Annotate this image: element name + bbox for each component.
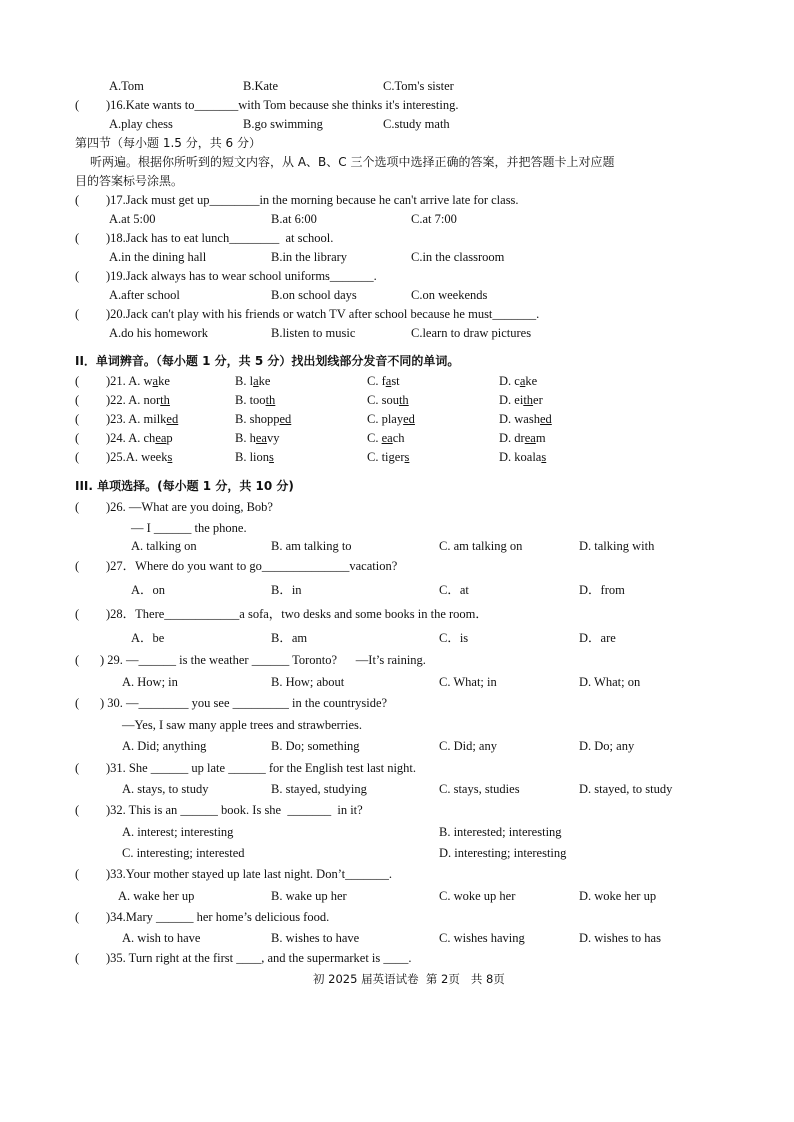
underlined-part: ea <box>155 431 167 445</box>
underlined-part: ea <box>524 431 536 445</box>
answer-paren: ( <box>75 910 80 924</box>
q19-option-b: B.on school days <box>271 288 357 302</box>
q27-text: )27．Where do you want to go______________vacation? <box>106 559 398 573</box>
q28-text: )28．There____________a sofa，two desks and some books in the room． <box>106 607 488 621</box>
part4-title: 第四节（每小题 1.5 分，共 6 分） <box>75 136 261 150</box>
q21-d: D. cake <box>499 374 538 388</box>
underlined-part: ed <box>539 412 552 426</box>
q16-option-c: C.study math <box>383 117 450 131</box>
underlined-part: a <box>253 374 259 388</box>
q29-text: ) 29. —______ is the weather ______ Toronto? —It’s raining. <box>100 653 426 667</box>
q18-option-c: C.in the classroom <box>411 250 505 264</box>
q26-option-b: B. am talking to <box>271 539 352 553</box>
q29-option-d: D. What; on <box>579 675 641 689</box>
q34-option-b: B. wishes to have <box>271 931 360 945</box>
answer-paren: ( <box>75 393 80 407</box>
q28-option-b: B．am <box>271 631 308 645</box>
q30-line2: —Yes, I saw many apple trees and strawberries. <box>122 718 362 732</box>
q27-option-d: D．from <box>579 583 625 597</box>
q16-text: )16.Kate wants to_______with Tom because she thinks it's interesting. <box>106 98 459 112</box>
underlined-part: th <box>265 393 276 407</box>
q32-option-c: C. interesting; interested <box>122 846 245 860</box>
q31-option-b: B. stayed, studying <box>271 782 367 796</box>
underlined-part: a <box>385 374 392 388</box>
underlined-part: s <box>269 450 274 464</box>
q33-text: )33.Your mother stayed up late last night. Don’t_______. <box>106 867 392 881</box>
q15-option-b: B.Kate <box>243 79 279 93</box>
underlined-part: s <box>541 450 547 464</box>
q18-option-a: A.in the dining hall <box>109 250 207 264</box>
q17-text: )17.Jack must get up________in the morning because he can't arrive late for class. <box>106 193 519 207</box>
q32-option-a: A. interest; interesting <box>122 825 234 839</box>
q32-option-d: D. interesting; interesting <box>439 846 567 860</box>
q29-option-b: B. How; about <box>271 675 345 689</box>
q34-option-d: D. wishes to has <box>579 931 661 945</box>
q20-option-a: A.do his homework <box>109 326 208 340</box>
answer-paren: ( <box>75 193 80 207</box>
q22-c: C. south <box>367 393 409 407</box>
q21-a: )21. A. wake <box>106 374 170 388</box>
q30-option-c: C. Did; any <box>439 739 497 753</box>
answer-paren: ( <box>75 269 80 283</box>
q33-option-a: A. wake her up <box>118 889 195 903</box>
q22-b: B. tooth <box>235 393 276 407</box>
q27-option-b: B．in <box>271 583 302 597</box>
q17-option-a: A.at 5:00 <box>109 212 156 226</box>
q16-option-b: B.go swimming <box>243 117 323 131</box>
q33-option-d: D. woke her up <box>579 889 657 903</box>
answer-paren: ( <box>75 761 80 775</box>
q18-option-b: B.in the library <box>271 250 348 264</box>
q19-option-a: A.after school <box>109 288 180 302</box>
q34-option-a: A. wish to have <box>122 931 201 945</box>
q29-option-c: C. What; in <box>439 675 497 689</box>
q24-b: B. heavy <box>235 431 280 445</box>
q23-b: B. shopped <box>235 412 292 426</box>
q24-d: D. dream <box>499 431 546 445</box>
answer-paren: ( <box>75 951 80 965</box>
q26-text: )26. —What are you doing, Bob? <box>106 500 273 514</box>
q15-option-c: C.Tom's sister <box>383 79 454 93</box>
part2-title: II．单词辨音。（每小题 1 分，共 5 分）找出划线部分发音不同的单词。 <box>75 354 460 368</box>
q27-option-c: C．at <box>439 583 469 597</box>
part3-title: III. 单项选择。(每小题 1 分，共 10 分) <box>75 479 294 493</box>
q24-c: C. each <box>367 431 405 445</box>
q26-option-a: A. talking on <box>131 539 197 553</box>
underlined-part: ea <box>381 431 393 445</box>
q18-text: )18.Jack has to eat lunch________ at school. <box>106 231 334 245</box>
q33-option-b: B. wake up her <box>271 889 347 903</box>
q22-d: D. either <box>499 393 543 407</box>
q28-option-a: A．be <box>131 631 165 645</box>
answer-paren: ( <box>75 307 80 321</box>
underlined-part: th <box>160 393 170 407</box>
answer-paren: ( <box>75 500 80 514</box>
q17-option-c: C.at 7:00 <box>411 212 457 226</box>
answer-paren: ( <box>75 559 80 573</box>
q26-option-c: C. am talking on <box>439 539 523 553</box>
q31-text: )31. She ______ up late ______ for the English test last night. <box>106 761 417 775</box>
q24-a: )24. A. cheap <box>106 431 173 445</box>
q32-text: )32. This is an ______ book. Is she _______ in it? <box>106 803 363 817</box>
q31-option-a: A. stays, to study <box>122 782 209 796</box>
part4-instruction-2: 目的答案标号涂黑。 <box>75 174 184 188</box>
underlined-part: ea <box>255 431 267 445</box>
q23-a: )23. A. milked <box>106 412 179 426</box>
q30-text: ) 30. —________ you see _________ in the countryside? <box>100 696 388 710</box>
part4-instruction-1: 听两遍。根据你所听到的短文内容，从 A、B、C 三个选项中选择正确的答案，并把答题卡上对应题 <box>90 155 615 169</box>
q22-a: )22. A. north <box>106 393 170 407</box>
q21-b: B. lake <box>235 374 271 388</box>
q26-line2: — I ______ the phone. <box>131 521 247 535</box>
answer-paren: ( <box>75 98 80 112</box>
answer-paren: ( <box>75 450 80 464</box>
q28-option-d: D．are <box>579 631 616 645</box>
q27-option-a: A．on <box>131 583 166 597</box>
q20-option-b: B.listen to music <box>271 326 356 340</box>
q33-option-c: C. woke up her <box>439 889 516 903</box>
answer-paren: ( <box>75 374 80 388</box>
q31-option-d: D. stayed, to study <box>579 782 673 796</box>
underlined-part: a <box>152 374 159 388</box>
q28-option-c: C．is <box>439 631 469 645</box>
q19-text: )19.Jack always has to wear school uniforms_______. <box>106 269 377 283</box>
q26-option-d: D. talking with <box>579 539 655 553</box>
answer-paren: ( <box>75 867 80 881</box>
answer-paren: ( <box>75 607 80 621</box>
underlined-part: th <box>523 393 534 407</box>
underlined-part: s <box>404 450 410 464</box>
q30-option-d: D. Do; any <box>579 739 635 753</box>
underlined-part: th <box>398 393 409 407</box>
q35-text: )35. Turn right at the first ____, and the supermarket is ____. <box>106 951 412 965</box>
q21-c: C. fast <box>367 374 400 388</box>
q34-text: )34.Mary ______ her home’s delicious food. <box>106 910 330 924</box>
q25-a: )25.A. weeks <box>106 450 173 464</box>
q17-option-b: B.at 6:00 <box>271 212 317 226</box>
q25-b: B. lions <box>235 450 274 464</box>
q19-option-c: C.on weekends <box>411 288 488 302</box>
q30-option-b: B. Do; something <box>271 739 360 753</box>
underlined-part: ed <box>279 412 292 426</box>
q31-option-c: C. stays, studies <box>439 782 520 796</box>
page-footer: 初 2025 届英语试卷 第 2页 共 8页 <box>313 972 505 986</box>
q29-option-a: A. How; in <box>122 675 178 689</box>
underlined-part: ed <box>403 412 415 426</box>
q25-d: D. koalas <box>499 450 547 464</box>
answer-paren: ( <box>75 431 80 445</box>
q25-c: C. tigers <box>367 450 410 464</box>
underlined-part: ed <box>166 412 179 426</box>
answer-paren: ( <box>75 412 80 426</box>
q23-d: D. washed <box>499 412 552 426</box>
q16-option-a: A.play chess <box>109 117 173 131</box>
q15-option-a: A.Tom <box>109 79 144 93</box>
answer-paren: ( <box>75 696 80 710</box>
answer-paren: ( <box>75 803 80 817</box>
underlined-part: a <box>519 374 526 388</box>
underlined-part: s <box>167 450 173 464</box>
q34-option-c: C. wishes having <box>439 931 525 945</box>
q30-option-a: A. Did; anything <box>122 739 207 753</box>
q23-c: C. played <box>367 412 415 426</box>
answer-paren: ( <box>75 231 80 245</box>
answer-paren: ( <box>75 653 80 667</box>
q20-option-c: C.learn to draw pictures <box>411 326 532 340</box>
q20-text: )20.Jack can't play with his friends or watch TV after school because he must_______. <box>106 307 540 321</box>
q32-option-b: B. interested; interesting <box>439 825 562 839</box>
